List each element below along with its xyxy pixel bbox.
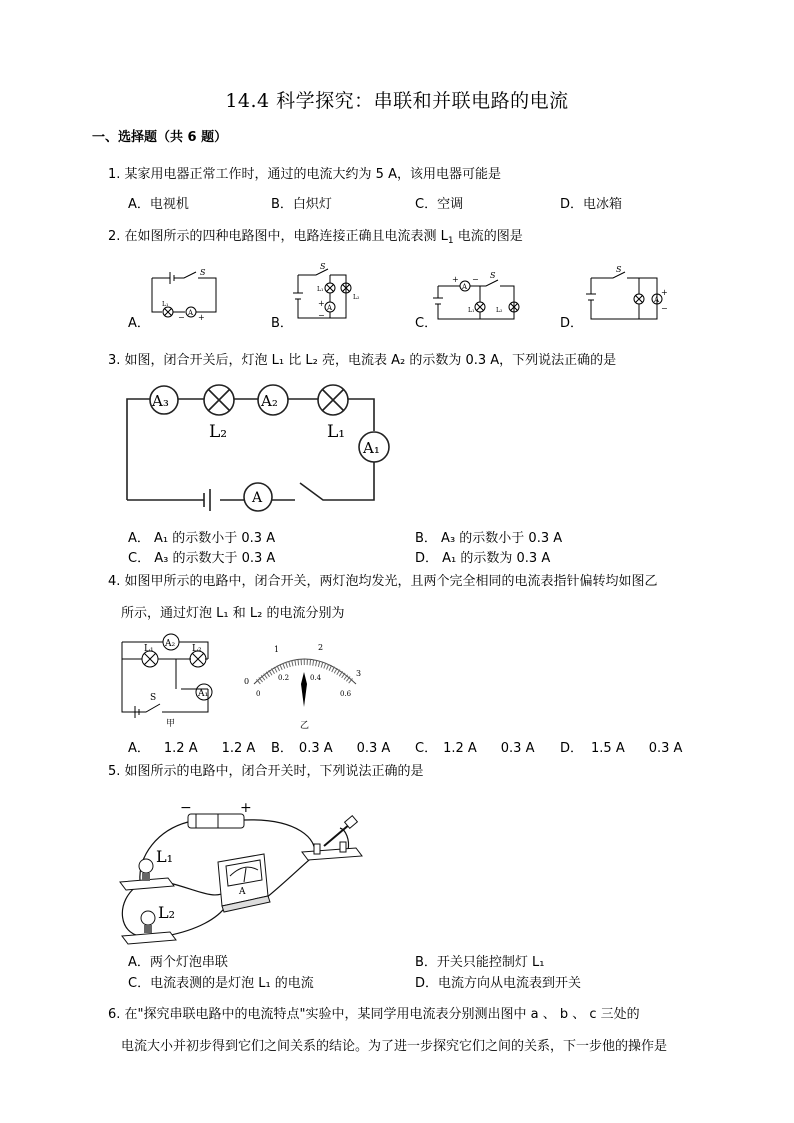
- q5-l1-label: L₁: [156, 847, 174, 866]
- q3-a2-label: A₂: [261, 392, 278, 410]
- q2c-minus-label: −: [472, 275, 479, 284]
- q4-meter-yi-diagram: [236, 640, 370, 730]
- q2-stem-post: 电流的图是: [453, 229, 523, 244]
- q4-option-d-label: D．: [560, 741, 584, 756]
- q4-option-a-value-1: 1.2 A: [163, 741, 198, 756]
- question-5-stem: 5. 如图所示的电路中，闭合开关时，下列说法正确的是: [108, 764, 424, 779]
- q2c-ammeter-label: A: [462, 283, 468, 291]
- q4-circuit-jia-diagram: [118, 634, 214, 729]
- q2c-l1-label: L₁: [468, 307, 475, 314]
- q2-option-a[interactable]: A．: [128, 316, 150, 331]
- meter-tick-1: 1: [274, 645, 280, 654]
- q4-jia-a2-label: A₂: [165, 639, 176, 649]
- knife-switch-icon: [302, 816, 362, 860]
- section-heading: 一、选择题（共 6 题）: [92, 130, 228, 145]
- q2b-l2-label: L₂: [353, 294, 360, 301]
- q2a-ammeter-label: A: [188, 309, 194, 317]
- q1-option-b[interactable]: B．白炽灯: [271, 197, 332, 212]
- q1-option-a[interactable]: A．电视机: [128, 197, 189, 212]
- meter-small-tick-02: 0.2: [278, 674, 290, 682]
- question-1-stem: 1. 某家用电器正常工作时，通过的电流大约为 5 A，该用电器可能是: [108, 167, 501, 182]
- q4-option-c-label: C．: [415, 741, 438, 756]
- q2b-switch-label: S: [320, 262, 326, 271]
- q2-circuit-a-diagram: [148, 268, 220, 322]
- q4-option-b[interactable]: [271, 737, 390, 756]
- q4-jia-l2-label: L₂: [192, 644, 202, 654]
- q4-option-a-label: A．: [128, 741, 150, 756]
- q4-option-b-value-1: 0.3 A: [298, 741, 333, 756]
- q5-option-a[interactable]: A．两个灯泡串联: [128, 955, 228, 970]
- meter-small-tick-06: 0.6: [340, 690, 352, 698]
- q4-jia-switch-label: S: [150, 693, 157, 703]
- q2b-minus-label: −: [318, 311, 325, 320]
- q2c-switch-label: S: [490, 271, 496, 280]
- q3-option-c[interactable]: C． A₃ 的示数大于 0.3 A: [128, 551, 276, 566]
- page-title: 14.4 科学探究：串联和并联电路的电流: [225, 90, 569, 112]
- q2-stem-sub: 1: [447, 236, 454, 246]
- q3-circuit-diagram: [124, 385, 382, 507]
- q3-a1-label: A₁: [363, 439, 380, 457]
- q3-option-a[interactable]: A． A₁ 的示数小于 0.3 A: [128, 531, 276, 546]
- q2-circuit-c-diagram: [432, 270, 518, 322]
- q5-option-c[interactable]: C．电流表测的是灯泡 L₁ 的电流: [128, 976, 314, 991]
- question-3-stem: 3. 如图，闭合开关后，灯泡 L₁ 比 L₂ 亮，电流表 A₂ 的示数为 0.3 A，下列说法正确的是: [108, 353, 617, 368]
- q4-option-a-value-2: 1.2 A: [221, 741, 256, 756]
- q4-option-d[interactable]: [560, 737, 682, 756]
- q3-option-d[interactable]: D． A₁ 的示数为 0.3 A: [415, 551, 551, 566]
- q5-option-b[interactable]: B．开关只能控制灯 L₁: [415, 955, 545, 970]
- q5-ammeter-label: A: [239, 887, 246, 897]
- q2a-plus-label: +: [198, 313, 205, 322]
- q3-option-b[interactable]: B． A₃ 的示数小于 0.3 A: [415, 531, 563, 546]
- q4-jia-l1-label: L₁: [144, 644, 154, 654]
- q4-figure-jia-caption: 甲: [166, 719, 176, 729]
- q2d-switch-label: S: [616, 265, 622, 274]
- q4-option-b-label: B．: [271, 741, 293, 756]
- q4-option-c-value-1: 1.2 A: [443, 741, 477, 756]
- q2-circuit-b-diagram: [290, 263, 362, 321]
- q5-option-d[interactable]: D．电流方向从电流表到开关: [415, 976, 582, 991]
- q1-option-d[interactable]: D．电冰箱: [560, 197, 623, 212]
- q4-figure-yi-caption: 乙: [300, 721, 310, 731]
- q2-stem-pre: 2. 在如图所示的四种电路图中，电路连接正确且电流表测 L: [108, 229, 448, 244]
- q2a-minus-label: −: [178, 313, 185, 322]
- q2d-minus-label: −: [661, 304, 668, 313]
- q3-l1-label: L₁: [327, 422, 346, 442]
- meter-tick-3: 3: [356, 669, 362, 678]
- q2c-plus-label: +: [452, 275, 459, 284]
- question-4-stem-line-1: 4. 如图甲所示的电路中，闭合开关，两灯泡均发光，且两个完全相同的电流表指针偏转均如图乙: [108, 574, 658, 589]
- q3-a3-label: A₃: [152, 392, 169, 410]
- question-2-stem: [108, 225, 523, 246]
- q4-option-d-value-1: 1.5 A: [591, 741, 625, 756]
- q2b-l1-label: L₁: [317, 286, 324, 293]
- q5-battery-minus: −: [180, 800, 192, 816]
- q2-circuit-d-diagram: [585, 264, 667, 322]
- q5-physical-circuit-diagram: [118, 800, 364, 948]
- q2d-ammeter-label: A: [654, 296, 660, 304]
- q5-battery-plus: +: [240, 800, 252, 816]
- question-6-stem-line-2: 电流大小并初步得到它们之间关系的结论。为了进一步探究它们之间的关系，下一步他的操作是: [121, 1039, 668, 1054]
- q4-option-b-value-2: 0.3 A: [356, 741, 391, 756]
- meter-tick-2: 2: [318, 643, 324, 652]
- q2b-plus-label: +: [318, 299, 325, 308]
- q2-option-d[interactable]: D．: [560, 316, 584, 331]
- q2-option-c[interactable]: C．: [415, 316, 438, 331]
- q4-jia-a1-label: A₁: [198, 689, 209, 699]
- meter-tick-0: 0: [244, 677, 250, 686]
- q4-option-c[interactable]: [415, 737, 534, 756]
- q3-l2-label: L₂: [209, 422, 228, 442]
- question-6-stem-line-1: 6. 在"探究串联电路中的电流特点"实验中，某同学用电流表分别测出图中 a 、 b 、 c 三处的: [108, 1007, 640, 1022]
- q2c-l2-label: L₂: [496, 307, 503, 314]
- q5-l2-label: L₂: [158, 903, 176, 922]
- q2b-ammeter-label: A: [327, 304, 333, 312]
- q4-option-d-value-2: 0.3 A: [648, 741, 683, 756]
- ammeter-icon: [218, 854, 270, 912]
- q2a-switch-label: S: [200, 268, 206, 277]
- meter-small-tick-0: 0: [256, 690, 261, 698]
- q3-a-label: A: [252, 490, 263, 506]
- q1-option-c[interactable]: C．空调: [415, 197, 464, 212]
- q2-option-b[interactable]: B．: [271, 316, 293, 331]
- q4-option-a[interactable]: [128, 737, 255, 756]
- q2d-plus-label: +: [661, 288, 668, 297]
- q4-option-c-value-2: 0.3 A: [500, 741, 535, 756]
- meter-small-tick-04: 0.4: [310, 674, 322, 682]
- q2a-lamp-label: L₁: [162, 301, 169, 308]
- question-4-stem-line-2: 所示，通过灯泡 L₁ 和 L₂ 的电流分别为: [121, 606, 345, 621]
